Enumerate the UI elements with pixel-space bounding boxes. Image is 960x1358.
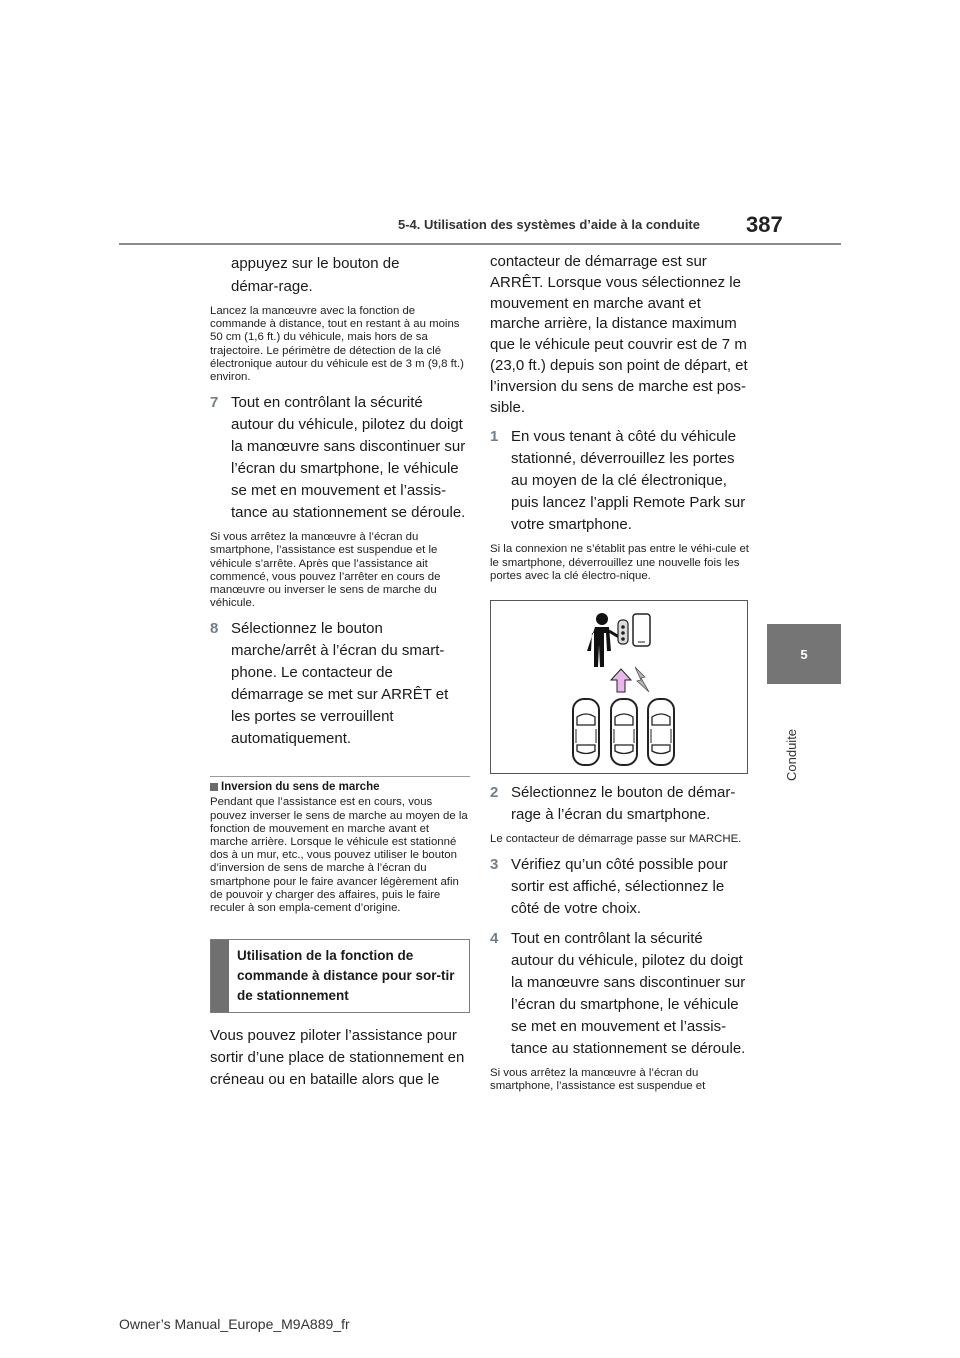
step-text: Tout en contrôlant la sécurité autour du véhicule, pilotez du doigt la manœuvre sans discontinuer sur l’écran du smartphone, le véhicule se met en mouvement et l’assis-tance au stationnement se déroule. — [511, 930, 746, 1058]
smartphone-icon — [633, 614, 650, 646]
note-paragraph: Si vous arrêtez la manœuvre à l’écran du smartphone, l’assistance est suspendue et le véhicule s’arrête. Après que l’assistance ait commencé, vous pouvez l’arrêter en cours de manœuvre ou inverser le sens de marche du véhicule. — [210, 531, 441, 610]
section-heading — [210, 781, 470, 793]
callout-box — [210, 939, 470, 1013]
left-column — [210, 252, 470, 1091]
note-paragraph: Lancez la manœuvre avec la fonction de commande à distance, tout en restant à au moins 50 cm (1,6 ft.) du véhicule, mais hors de sa trajectoire. Le périmètre de détection de la clé électronique autour du véhicule est de 3 m (9,8 ft.) environ. — [210, 305, 464, 384]
step-text: Tout en contrôlant la sécurité autour du véhicule, pilotez du doigt la manœuvre sans discontinuer sur l’écran du smartphone, le véhicule se met en mouvement et l’assis-tance au stationnement se déroule. — [231, 394, 466, 522]
step-item — [490, 426, 750, 536]
note-paragraph: Si la connexion ne s’établit pas entre le véhi-cule et le smartphone, déverrouillez une nouvelle fois les portes avec la clé électro-nique. — [490, 543, 749, 582]
section-divider — [210, 776, 470, 777]
step-number: 8 — [210, 620, 219, 638]
continued-text: contacteur de démarrage est sur ARRÊT. Lorsque vous sélectionnez le mouvement en marche avant et marche arrière, la distance maximum que le véhicule peut couvrir est de 7 m (23,0 ft.) depuis son point de départ, et l’inversion du sens de marche est pos-sible. — [490, 253, 748, 416]
smart-key-icon — [618, 620, 628, 644]
chapter-tab: 5 — [767, 624, 841, 684]
header-divider — [119, 243, 841, 245]
section-paragraph: Pendant que l’assistance est en cours, vous pouvez inverser le sens de marche au moyen de la fonction de mouvement en marche avant et marche arrière. Lorsque le véhicule est stationné dos à un mur, etc., vous pouvez utiliser le bouton d’inversion de sens de marche à l’écran du smartphone pour le faire avancer légèrement afin de pouvoir y charger des affaires, puis le faire reculer à son empla-cement d’origine. — [210, 796, 468, 915]
chapter-label: Conduite — [784, 728, 799, 782]
page-number: 387 — [746, 212, 783, 237]
section-heading-text: Inversion du sens de marche — [221, 781, 380, 794]
step-text: En vous tenant à côté du véhicule stationné, déverrouillez les portes au moyen de la clé électronique, puis lancez l’appli Remote Park sur votre smartphone. — [511, 428, 746, 534]
continued-text: appuyez sur le bouton de démar-rage. — [231, 255, 400, 295]
footer-text: Owner’s Manual_Europe_M9A889_fr — [119, 1316, 350, 1332]
illustration-figure — [490, 600, 748, 774]
step-number: 1 — [490, 428, 499, 446]
step-number: 7 — [210, 394, 219, 412]
note-paragraph: Si vous arrêtez la manœuvre à l’écran du smartphone, l’assistance est suspendue et — [490, 1067, 706, 1093]
step-text: Sélectionnez le bouton de démar-rage à l’écran du smartphone. — [511, 783, 736, 823]
signal-icon — [635, 667, 649, 692]
step-item — [210, 618, 470, 750]
car-icon — [611, 699, 637, 765]
callout-bar — [211, 940, 229, 1012]
step-number: 4 — [490, 930, 499, 948]
note-paragraph: Le contacteur de démarrage passe sur MARCHE. — [490, 832, 742, 845]
intro-paragraph: Vous pouvez piloter l’assistance pour sortir d’une place de stationnement en créneau ou en bataille alors que le — [210, 1027, 465, 1089]
car-icon — [648, 699, 674, 765]
car-icon — [573, 699, 599, 765]
step-number: 3 — [490, 856, 499, 874]
up-arrow-icon — [611, 669, 631, 692]
right-column — [490, 252, 750, 1094]
step-item — [490, 782, 750, 826]
step-number: 2 — [490, 783, 499, 801]
person-icon — [587, 613, 619, 667]
step-text: Sélectionnez le bouton marche/arrêt à l’écran du smart-phone. Le contacteur de démarrage se met sur ARRÊT et les portes se verrouillent automatiquement. — [231, 620, 449, 748]
section-header: 5-4. Utilisation des systèmes d’aide à la conduite — [398, 217, 700, 232]
step-item — [210, 392, 470, 524]
step-item — [490, 928, 750, 1060]
illustration-svg — [491, 601, 747, 773]
square-bullet-icon — [210, 783, 218, 791]
callout-title: Utilisation de la fonction de commande à distance pour sor-tir de stationnement — [237, 948, 455, 1004]
step-item — [490, 854, 750, 920]
step-text: Vérifiez qu’un côté possible pour sortir est affiché, sélectionnez le côté de votre choix. — [511, 856, 728, 918]
